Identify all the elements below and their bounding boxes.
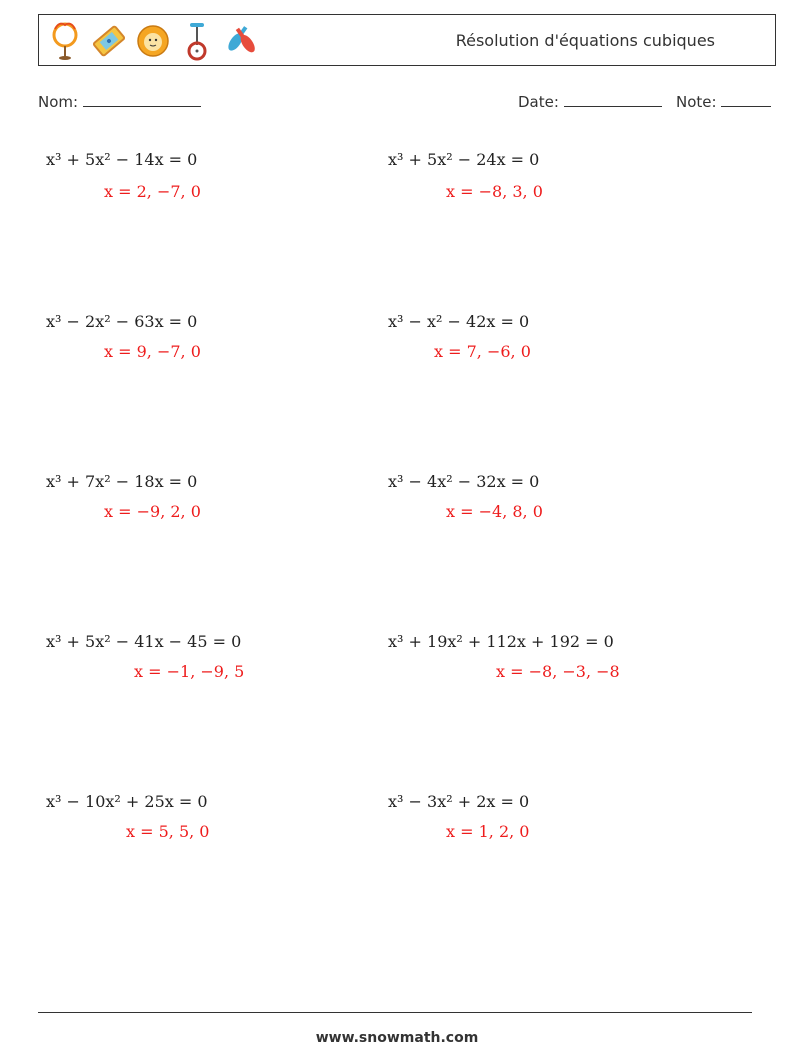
juggler-mirror-icon bbox=[47, 19, 83, 63]
ticket-icon bbox=[91, 19, 127, 63]
date-field bbox=[518, 92, 662, 111]
worksheet-title: Résolution d'équations cubiques bbox=[455, 31, 715, 50]
problem-answer: x = −1, −9, 5 bbox=[134, 662, 245, 681]
problem-equation: x³ − 4x² − 32x = 0 bbox=[388, 472, 540, 491]
score-blank[interactable] bbox=[721, 92, 771, 107]
problem-answer: x = −4, 8, 0 bbox=[446, 502, 543, 521]
problem-answer: x = 1, 2, 0 bbox=[446, 822, 530, 841]
problem-answer: x = 9, −7, 0 bbox=[104, 342, 201, 361]
problem-equation: x³ − 2x² − 63x = 0 bbox=[46, 312, 198, 331]
problem-equation: x³ + 7x² − 18x = 0 bbox=[46, 472, 198, 491]
unicycle-icon bbox=[179, 19, 215, 63]
name-blank[interactable] bbox=[83, 92, 201, 107]
problem-answer: x = 5, 5, 0 bbox=[126, 822, 210, 841]
date-label: Date: bbox=[518, 93, 559, 111]
name-label: Nom: bbox=[38, 93, 79, 111]
problem-equation: x³ + 5x² − 41x − 45 = 0 bbox=[46, 632, 242, 651]
problem-equation: x³ − 10x² + 25x = 0 bbox=[46, 792, 208, 811]
lion-icon bbox=[135, 19, 171, 63]
problem-equation: x³ − x² − 42x = 0 bbox=[388, 312, 530, 331]
problem-answer: x = 2, −7, 0 bbox=[104, 182, 201, 201]
score-label: Note: bbox=[676, 93, 717, 111]
footer-divider bbox=[38, 1012, 752, 1013]
date-blank[interactable] bbox=[564, 92, 662, 107]
problem-equation: x³ + 5x² − 24x = 0 bbox=[388, 150, 540, 169]
problem-equation: x³ + 5x² − 14x = 0 bbox=[46, 150, 198, 169]
juggling-pins-icon bbox=[223, 19, 259, 63]
problem-answer: x = −8, 3, 0 bbox=[446, 182, 543, 201]
problem-answer: x = 7, −6, 0 bbox=[434, 342, 531, 361]
problem-answer: x = −9, 2, 0 bbox=[104, 502, 201, 521]
problem-equation: x³ + 19x² + 112x + 192 = 0 bbox=[388, 632, 614, 651]
score-field bbox=[676, 92, 771, 111]
header-icons bbox=[47, 19, 259, 63]
problem-equation: x³ − 3x² + 2x = 0 bbox=[388, 792, 530, 811]
footer-url[interactable]: www.snowmath.com bbox=[315, 1030, 479, 1046]
worksheet-header bbox=[38, 14, 776, 66]
name-field bbox=[38, 92, 201, 111]
problem-answer: x = −8, −3, −8 bbox=[496, 662, 620, 681]
